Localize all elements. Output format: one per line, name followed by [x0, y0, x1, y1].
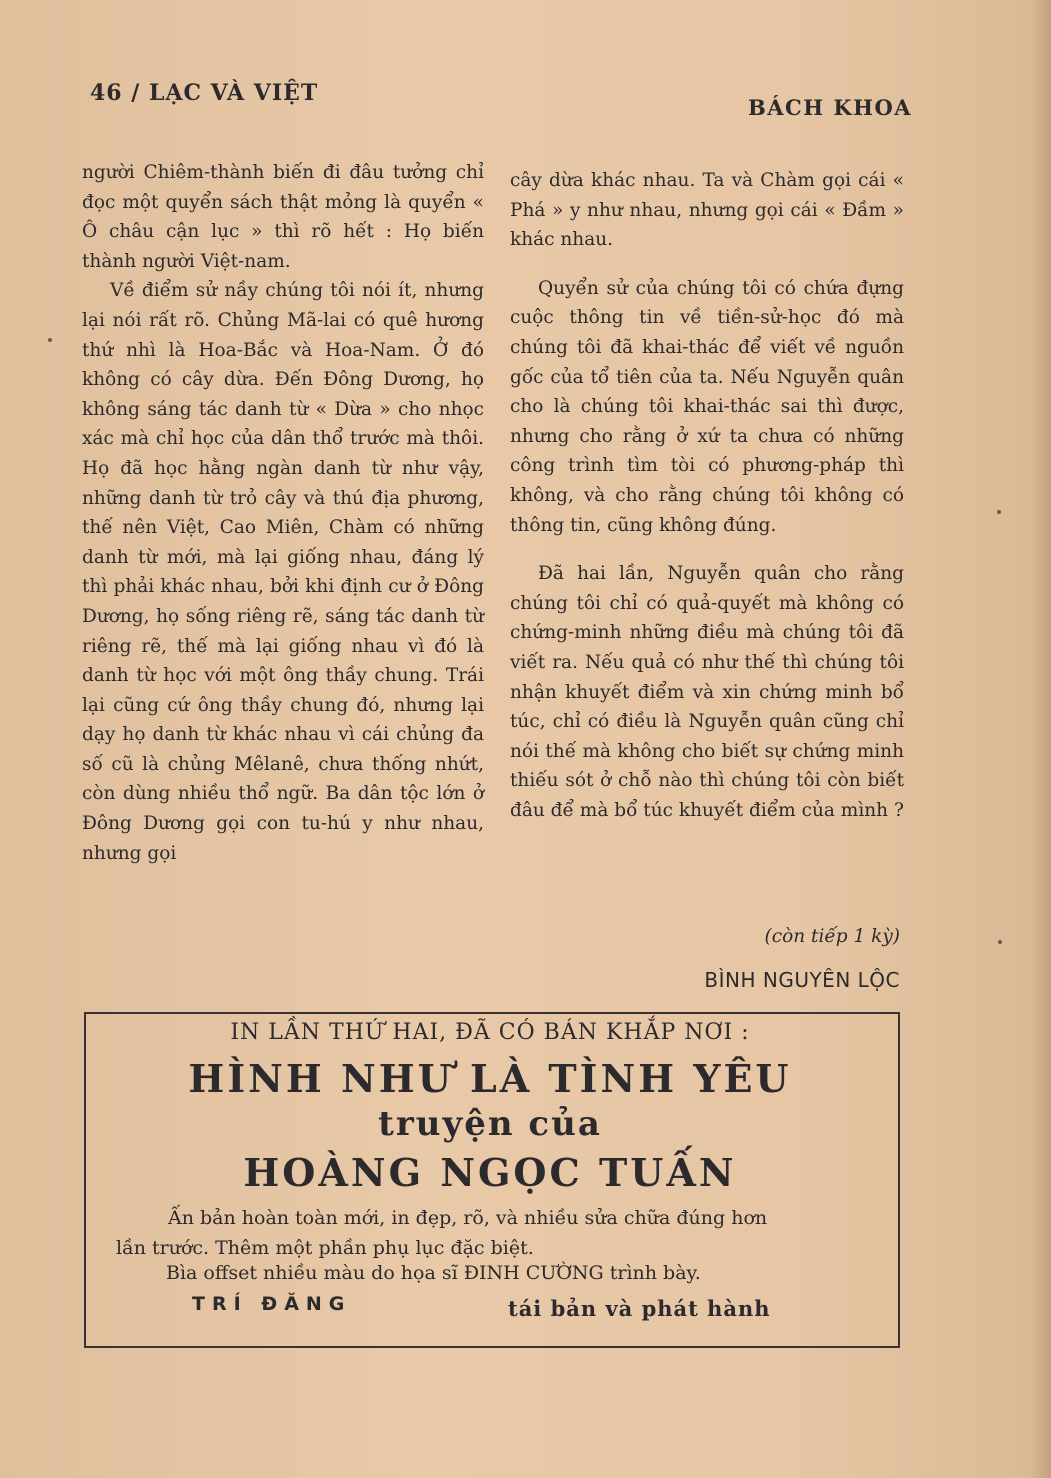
- left-paragraph-2: Về điểm sử nầy chúng tôi nói ít, nhưng lại nói rất rõ. Chủng Mã-lai có quê hương thứ nhì là Hoa-Bắc và Hoa-Nam. Ở đó không có cây dừa. Đến Đông Dương, họ không sáng tác danh từ « Dừa » cho nhọc xác mà chỉ học của dân thổ trước mà thôi. Họ đã học hằng ngàn danh từ như vậy, những danh từ trỏ cây và thú địa phương, thế nên Việt, Cao Miên, Chàm có những danh từ mới, mà lại giống nhau, đáng lý thì phải khác nhau, bởi khi định cư ở Đông Dương, họ sống riêng rẽ, sáng tác danh từ riêng rẽ, thế mà lại giống nhau vì đó là danh từ học với một ông thầy chung. Trái lại cũng cứ ông thầy chung đó, nhưng lại dạy họ danh từ khác nhau vì cái chủng đa số cũ là chủng Mêlanê, chưa thống nhứt, còn dùng nhiều thổ ngữ. Ba dân tộc lớn ở Đông Dương gọi con tu-hú y như nhau, nhưng gọi: [82, 280, 484, 864]
- ad-publisher: TRÍ ĐĂNG: [192, 1293, 352, 1315]
- left-column: [82, 158, 484, 868]
- right-paragraph-3: Đã hai lần, Nguyễn quân cho rằng chúng tôi chỉ có quả-quyết mà không có chứng-minh những điều mà chúng tôi đã viết ra. Nếu quả có như thế thì chúng tôi nhận khuyết điểm và xin chứng minh bổ túc, chỉ có điều là Nguyễn quân cũng chỉ nói thế mà không cho biết sự chứng minh thiếu sót ở chỗ nào thì chúng tôi còn biết đâu để mà bổ túc khuyết điểm của mình ?: [510, 563, 904, 821]
- paper-speck: [997, 510, 1001, 514]
- right-paragraph-2: Quyển sử của chúng tôi có chứa đựng cuộc thông tin về tiền-sử-học đó mà chúng tôi đã khai-thác để viết về nguồn gốc của tổ tiên của ta. Nếu Nguyễn quân cho là chúng tôi khai-thác sai thì được, nhưng cho rằng ở xứ ta chưa có những công trình tìm tòi có phương-pháp thì không, và cho rằng chúng tôi không có thông tin, cũng không đúng.: [510, 277, 904, 536]
- running-header-right: BÁCH KHOA: [748, 95, 913, 120]
- right-paragraph-1: cây dừa khác nhau. Ta và Chàm gọi cái « Phá » y như nhau, nhưng gọi cái « Đầm » khác nhau.: [510, 170, 904, 251]
- ad-publish-note: tái bản và phát hành: [508, 1296, 771, 1321]
- ad-book-author: HOÀNG NGỌC TUẤN: [243, 1150, 737, 1195]
- ad-description-line-2: lần trước. Thêm một phần phụ lục đặc biệt.: [116, 1237, 534, 1259]
- article-author: BÌNH NGUYÊN LỘC: [704, 968, 900, 992]
- running-header-left: 46 / LẠC VÀ VIỆT: [90, 80, 319, 106]
- ad-book-title: HÌNH NHƯ LÀ TÌNH YÊU: [188, 1056, 792, 1101]
- continued-note: (còn tiếp 1 kỳ): [764, 926, 900, 947]
- ad-subtitle: truyện của: [378, 1104, 602, 1144]
- left-paragraph-1: người Chiêm-thành biến đi đâu tưởng chỉ đọc một quyển sách thật mỏng là quyển « Ô châu cận lục » thì rõ hết : Họ biến thành người Việt-nam.: [82, 162, 484, 272]
- paper-speck: [998, 940, 1002, 944]
- right-column: [510, 166, 904, 825]
- page-edge-shadow: [1029, 0, 1051, 1478]
- ad-cover-credit: Bìa offset nhiều màu do họa sĩ ĐINH CƯỜNG trình bày.: [166, 1262, 701, 1284]
- paper-speck: [48, 338, 52, 342]
- ad-description: [116, 1203, 868, 1263]
- ad-description-line-1: Ấn bản hoàn toàn mới, in đẹp, rõ, và nhiều sửa chữa đúng hơn: [168, 1207, 768, 1229]
- ad-announcement: IN LẦN THỨ HAI, ĐÃ CÓ BÁN KHẮP NƠI :: [230, 1020, 750, 1045]
